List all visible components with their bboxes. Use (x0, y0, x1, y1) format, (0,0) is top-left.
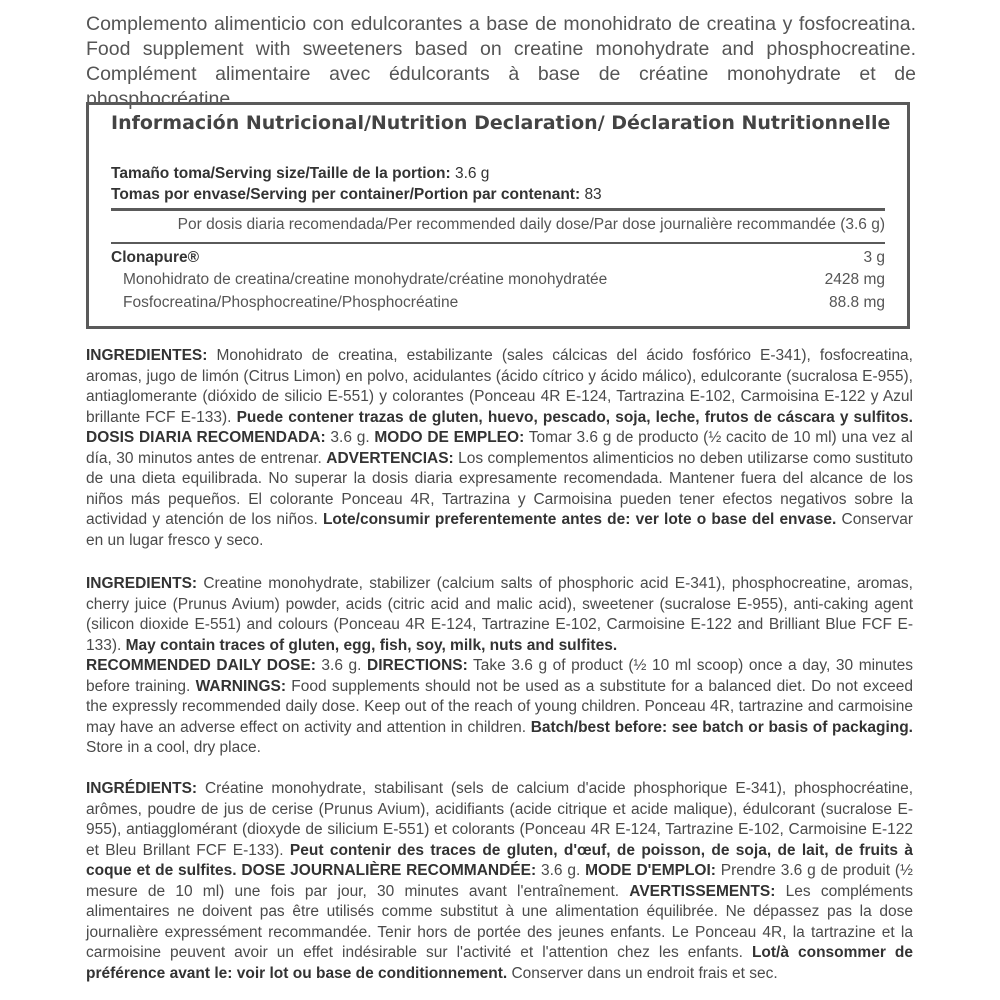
ingredients-spanish (86, 346, 913, 551)
text-segment: INGREDIENTES: (86, 347, 208, 364)
text-segment: 3.6 g. (315, 657, 368, 674)
text-segment: INGREDIENTS: (86, 575, 198, 592)
text-segment: Batch/best before: see batch or basis of packaging. (530, 718, 913, 736)
nutrition-title: Información Nutricional/Nutrition Declaration/ Déclaration Nutritionnelle (111, 112, 891, 134)
dose-header: Por dosis diaria recomendada/Per recommended daily dose/Par dose journalière recommandée (3.6 g) (177, 216, 885, 233)
text-segment: DIRECTIONS: (367, 657, 468, 674)
text-segment: Lote/consumir preferentemente antes de: ver lote o base del envase. (322, 511, 837, 528)
nutrient-amount: 3 g (863, 249, 885, 266)
text-segment: Conservar en un lugar fresco y seco. (86, 511, 913, 549)
text-segment: Creatine monohydrate, stabilizer (calcium salts of phosphoric acid E-341), phosphocreatine, aromas, cherry juice (Prunus Avium) powder, acids (citric acid and malic acid), sweetener (sucralose E-955), anti-caking agent (silicon dioxide E-551) and colours (Ponceau 4R E-124, Tartrazine E-102, Carmoisine E-122 and Brilliant Blue FCF E-133). (86, 575, 913, 654)
nutrient-row-creatine-monohydrate (111, 271, 885, 293)
text-segment: MODE D'EMPLOI: (585, 862, 716, 879)
servings-value: 83 (584, 186, 602, 203)
text-segment: WARNINGS: (195, 677, 287, 695)
ingredients-english (86, 574, 913, 759)
text-segment: Puede contener trazas de gluten, huevo, pescado, soja, leche, frutos de cáscara y sulfitos. DOSIS DIARIA RECOMENDADA: (86, 408, 913, 446)
text-segment: Los complementos alimenticios no deben utilizarse como sustituto de una dieta equilibrada. No superar la dosis diaria expresamente recomendada. Mantener fuera del alcance de los niños más pequeños. El colorante Ponceau 4R, Tartrazina y Carmoisina pueden tener efectos negativos sobre la actividad y atención de los niños. (86, 449, 914, 528)
text-segment: Prendre 3.6 g de produit (½ mesure de 10 ml) une fois par jour, 30 minutes avant l'entraînement. (86, 862, 913, 900)
text-segment: Monohidrato de creatina, estabilizante (sales cálcicas del ácido fosfórico E-341), fosfocreatina, aromas, jugo de limón (Citrus Limon) en polvo, acidulantes (ácido cítrico y ácido málico), edulcorante (sucralosa E-955), antiaglomerante (dióxido de silicio E-551) y colorantes (Ponceau 4R E-124, Tartrazina E-102, Carmoisina E-122 y Azul brillante FCF E-133). (86, 347, 913, 426)
nutrition-table (86, 102, 910, 329)
table-divider-thin (111, 242, 885, 244)
text-segment: Conserver dans un endroit frais et sec. (507, 964, 778, 982)
text-segment: Lot/à consommer de préférence avant le: voir lot ou base de conditionnement. (86, 944, 913, 982)
text-segment: AVERTISSEMENTS: (629, 882, 776, 900)
text-segment: Créatine monohydrate, stabilisant (sels de calcium d'acide phosphorique E-341), phosphocréatine, arômes, poudre de jus de cerise (Prunus Avium), acidifiants (acide citrique et acide malique), édulcorant (sucralose E-955), antiagglomérant (dioxyde de silicium E-551) et colorants (Ponceau 4R E-124, Tartrazine E-102, Carmoisine E-122 et Bleu Brillant FCF E-133). (86, 780, 913, 859)
servings-per-container-row (111, 184, 602, 205)
text-segment: Peut contenir des traces de gluten, d'œuf, de poisson, de soja, de lait, de fruits à coque et de sulfites. DOSE JOURNALIÈRE RECOMMANDÉE: (86, 841, 913, 879)
nutrient-row-phosphocreatine (111, 294, 885, 316)
text-segment: Take 3.6 g of product (½ 10 ml scoop) once a day, 30 minutes before training. (86, 657, 913, 695)
text-segment: Store in a cool, dry place. (86, 739, 261, 756)
text-segment: Food supplements should not be used as a substitute for a balanced diet. Do not exceed the expressly recommended daily dose. Keep out of the reach of young children. Ponceau 4R, tartrazine and carmoisine may have an adverse effect on activity and attention in children. (86, 677, 913, 736)
text-segment: May contain traces of gluten, egg, fish, soy, milk, nuts and sulfites. (125, 636, 618, 654)
serving-size-label: Tamaño toma/Serving size/Taille de la portion: (111, 165, 451, 182)
text-segment: INGRÉDIENTS: (86, 780, 198, 797)
servings-label: Tomas por envase/Serving per container/Portion par contenant: (111, 186, 581, 203)
nutrient-name: Clonapure® (111, 249, 200, 266)
ingredients-french (86, 779, 913, 984)
nutrient-name: Fosfocreatina/Phosphocreatine/Phosphocréatine (123, 294, 459, 311)
serving-size-value: 3.6 g (454, 165, 490, 182)
product-description: Complemento alimenticio con edulcorantes a base de monohidrato de creatina y fosfocreatina. Food supplement with sweeteners based on creatine monohydrate and phosphocreatine. Complément alimentaire avec édulcorants à base de créatine monohydrate et de phosphocréatine. (86, 13, 916, 110)
text-segment: Tomar 3.6 g de producto (½ cacito de 10 ml) una vez al día, 30 minutos antes de entrenar. (86, 429, 913, 467)
nutrient-row-clonapure (111, 249, 885, 271)
nutrient-amount: 88.8 mg (828, 294, 885, 311)
text-segment: ADVERTENCIAS: (326, 449, 454, 467)
text-segment: 3.6 g. (325, 429, 375, 446)
nutrient-amount: 2428 mg (824, 271, 885, 288)
table-divider-thick (111, 208, 885, 211)
nutrient-name: Monohidrato de creatina/creatine monohydrate/créatine monohydratée (123, 271, 608, 288)
serving-size-row (111, 163, 602, 184)
text-segment: Les compléments alimentaires ne doivent pas être utilisés comme substitut à une alimentation équilibrée. Ne dépassez pas la dose journalière expressément recommandée. Tenir hors de portée des jeunes enfants. Le Ponceau 4R, la tartrazine et la carmoisine peuvent avoir un effet indésirable sur l'activité et l'attention chez les enfants. (86, 882, 913, 961)
serving-info (111, 163, 602, 205)
text-segment: MODO DE EMPLEO: (374, 429, 525, 446)
text-segment: RECOMMENDED DAILY DOSE: (86, 657, 316, 674)
text-segment: 3.6 g. (536, 862, 586, 879)
